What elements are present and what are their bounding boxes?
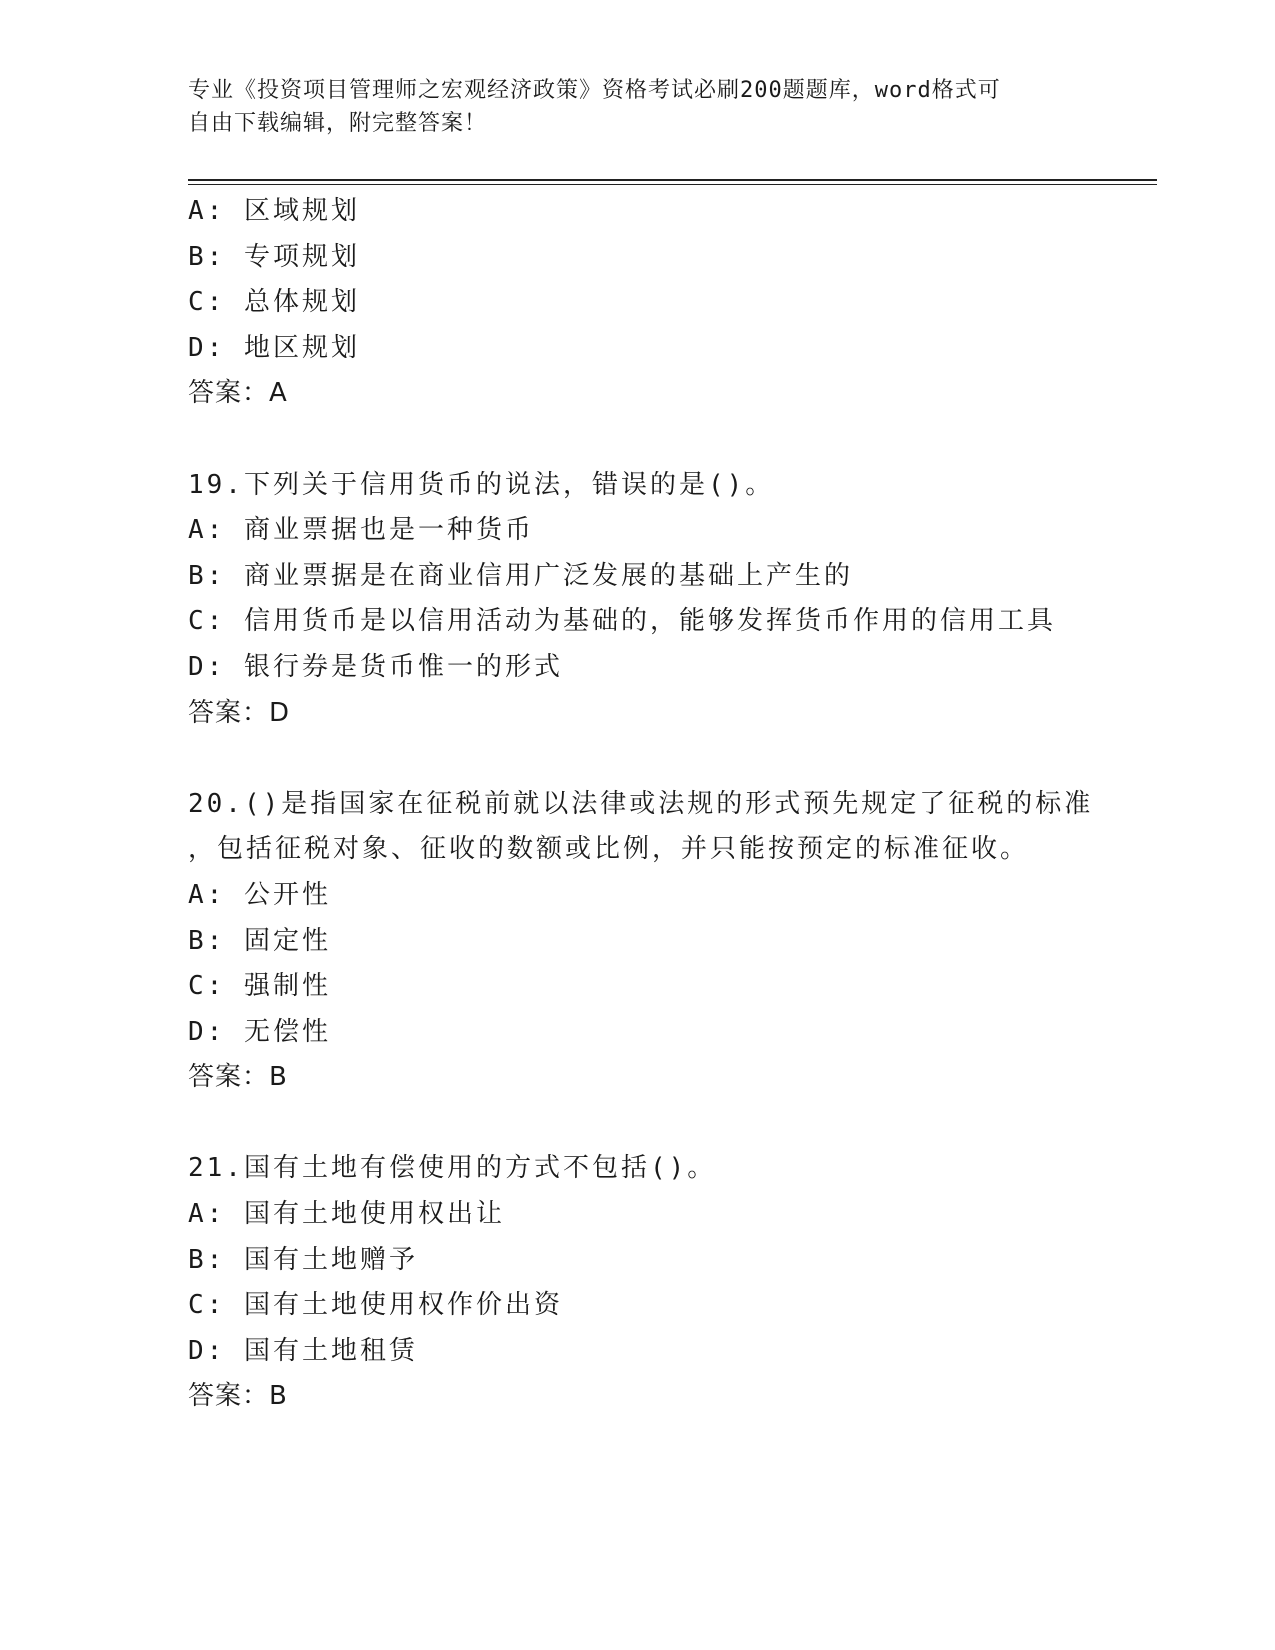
option-b: B: 国有土地赠予 xyxy=(188,1244,418,1275)
option-b: B: 专项规划 xyxy=(188,241,360,272)
option-b: B: 固定性 xyxy=(188,925,331,956)
option-a: A: 国有土地使用权出让 xyxy=(188,1199,505,1230)
option-a: A: 商业票据也是一种货币 xyxy=(188,515,534,546)
option-d: D: 银行券是货币惟一的形式 xyxy=(188,651,563,682)
header-divider xyxy=(188,179,1157,185)
header-line-1: 专业《投资项目管理师之宏观经济政策》资格考试必刷200题题库，word格式可 xyxy=(188,78,1001,103)
question-18 xyxy=(188,189,1148,417)
spacer xyxy=(188,736,1148,782)
option-d: D: 无偿性 xyxy=(188,1016,331,1047)
question-19 xyxy=(188,463,1148,737)
question-stem: 21.国有土地有偿使用的方式不包括()。 xyxy=(188,1153,717,1184)
option-d: D: 国有土地租赁 xyxy=(188,1335,418,1366)
answer-line: 答案：B xyxy=(188,1381,288,1412)
question-stem-continued: ，包括征税对象、征收的数额或比例，并只能按预定的标准征收。 xyxy=(188,834,1030,865)
header-line-2: 自由下载编辑，附完整答案！ xyxy=(188,111,488,136)
option-b: B: 商业票据是在商业信用广泛发展的基础上产生的 xyxy=(188,560,853,591)
question-20 xyxy=(188,782,1148,1101)
spacer xyxy=(188,417,1148,463)
document-header xyxy=(188,74,1088,140)
answer-line: 答案：A xyxy=(188,378,288,409)
spacer xyxy=(188,1101,1148,1147)
question-stem: 19.下列关于信用货币的说法，错误的是()。 xyxy=(188,469,775,500)
answer-line: 答案：B xyxy=(188,1062,288,1093)
option-c: C: 总体规划 xyxy=(188,287,360,318)
option-d: D: 地区规划 xyxy=(188,332,360,363)
option-a: A: 区域规划 xyxy=(188,196,360,226)
question-list xyxy=(188,189,1148,1420)
answer-line: 答案：D xyxy=(188,697,291,728)
question-21 xyxy=(188,1146,1148,1420)
option-c: C: 国有土地使用权作价出资 xyxy=(188,1290,563,1321)
option-a: A: 公开性 xyxy=(188,879,331,910)
option-c: C: 信用货币是以信用活动为基础的，能够发挥货币作用的信用工具 xyxy=(188,606,1056,637)
question-stem: 20.()是指国家在征税前就以法律或法规的形式预先规定了征税的标准 xyxy=(188,788,1094,819)
option-c: C: 强制性 xyxy=(188,971,331,1002)
